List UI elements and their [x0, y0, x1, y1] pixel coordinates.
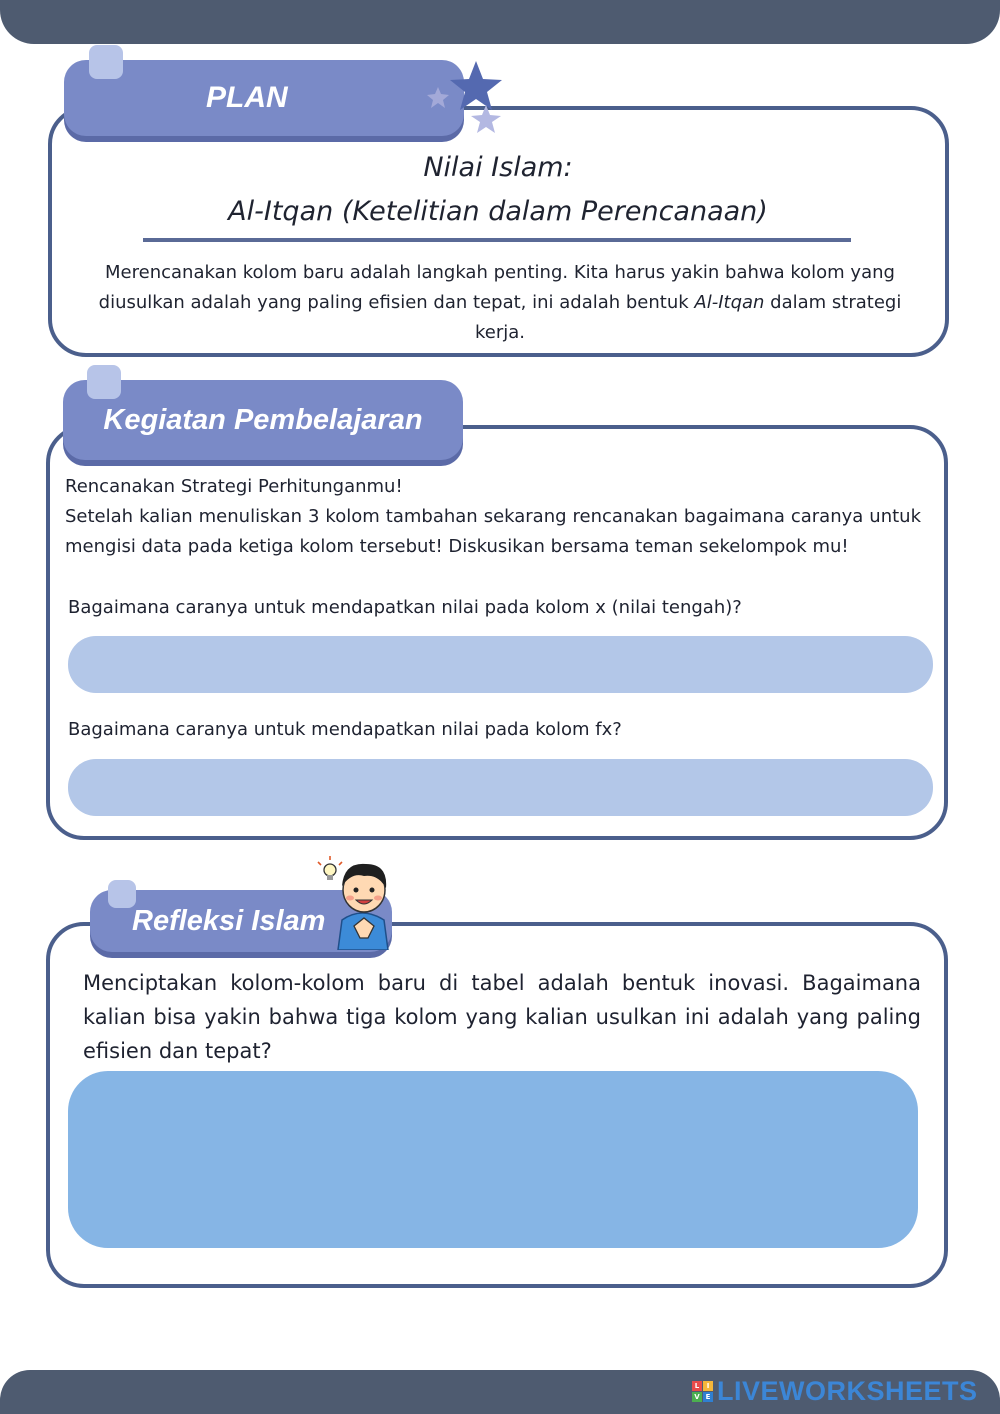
top-banner: [0, 0, 1000, 44]
logo-letter-e: E: [703, 1392, 713, 1402]
kegiatan-tab-label: Kegiatan Pembelajaran: [103, 403, 423, 436]
plan-title-line2: Al-Itqan (Ketelitian dalam Perencanaan): [228, 196, 768, 227]
liveworksheets-brand: LIVEWORKSHEETS: [717, 1376, 978, 1406]
plan-tab: [64, 60, 464, 136]
small-star-icon: [471, 105, 501, 133]
refleksi-tab-square: [108, 880, 136, 908]
kegiatan-intro-body: Setelah kalian menuliskan 3 kolom tambahan sekarang rencanakan bagaimana caranya untuk mengisi data pada ketiga kolom tersebut! Diskusikan bersama teman sekelompok mu!: [65, 506, 921, 557]
answer-field-2[interactable]: [68, 759, 933, 816]
plan-body: [72, 258, 928, 348]
kegiatan-tab: [63, 380, 463, 460]
star-icon: [420, 55, 530, 145]
plan-body-text-end: dalam strategi kerja.: [474, 292, 902, 343]
plan-tab-label: PLAN: [206, 81, 288, 114]
liveworksheets-logo-icon: [692, 1381, 713, 1402]
answer-field-1[interactable]: [68, 636, 933, 693]
kegiatan-intro-heading: Rencanakan Strategi Perhitunganmu!: [65, 476, 403, 497]
refleksi-prompt: Menciptakan kolom-kolom baru di tabel adalah bentuk inovasi. Bagaimana kalian bisa yakin bahwa tiga kolom yang kalian usulkan ini adalah yang paling efisien dan tepat?: [83, 971, 921, 1063]
plan-body-italic: Al-Itqan: [694, 292, 765, 313]
question-1-label: Bagaimana caranya untuk mendapatkan nilai pada kolom x (nilai tengah)?: [68, 597, 742, 618]
plan-tab-square: [89, 45, 123, 79]
plan-divider: [143, 238, 851, 242]
kegiatan-tab-square: [87, 365, 121, 399]
tiny-star-icon: [427, 87, 449, 108]
logo-letter-v: V: [692, 1392, 702, 1402]
refleksi-tab-label: Refleksi Islam: [132, 904, 326, 937]
reflection-answer-field[interactable]: [68, 1071, 918, 1248]
big-star-icon: [450, 61, 502, 110]
thinking-boy-icon: [312, 850, 402, 950]
plan-body-text: Merencanakan kolom baru adalah langkah penting. Kita harus yakin bahwa kolom yang diusulkan adalah yang paling efisien dan tepat, ini adalah bentuk: [98, 262, 895, 313]
plan-title-line1: Nilai Islam:: [423, 152, 573, 183]
logo-letter-i: I: [703, 1381, 713, 1391]
question-2-label: Bagaimana caranya untuk mendapatkan nilai pada kolom fx?: [68, 719, 622, 740]
liveworksheets-logo[interactable]: [692, 1376, 978, 1407]
logo-letter-l: L: [692, 1381, 702, 1391]
